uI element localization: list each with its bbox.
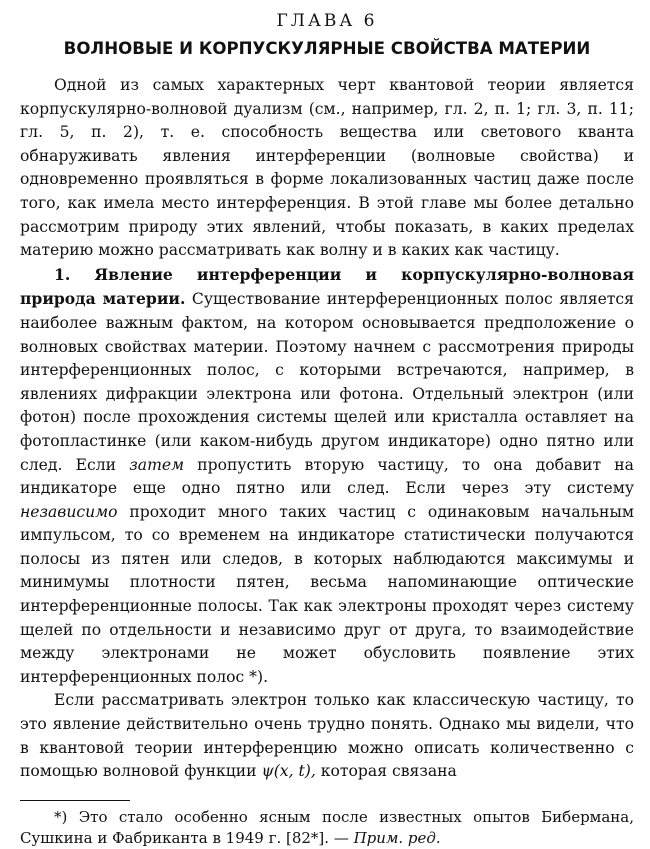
- chapter-label: ГЛАВА 6: [276, 11, 378, 31]
- emphasis-then: затем: [129, 455, 185, 474]
- paragraph-classical: [20, 689, 634, 783]
- text-run: которая связана: [315, 762, 457, 781]
- chapter-title: ВОЛНОВЫЕ И КОРПУСКУЛЯРНЫЕ СВОЙСТВА МАТЕРИИ: [63, 39, 591, 58]
- footnote-text: *) Это стало особенно ясным после известных опытов Бибермана, Сушкина и Фабриканта в 1949 г. [82*]. —: [20, 807, 634, 847]
- footnote-editor-note: Прим. ред.: [353, 828, 441, 847]
- text-run: Существование интерференционных полос является наиболее важным фактом, на котором основывается предположение о волновых свойствах материи. Поэтому начнем с рассмотрения природы интерференционных полос, с которыми встречаются, например, в явлениях дифракции электрона или фотона. Отдельный электрон (или фотон) после прохождения системы щелей или кристалла оставляет на фотопластинке (или каком-нибудь другом индикаторе) одно пятно или след. Если: [20, 290, 635, 474]
- paragraph-intro: Одной из самых характерных черт квантовой теории является корпускулярно-волновой дуализм (см., например, гл. 2, п. 1; гл. 3, п. 11; гл. 5, п. 2), т. е. способность вещества или светового кванта обнаруживать явления интерференции (волновые свойства) и одновременно проявляться в форме локализованных частиц даже после того, как имела место интерференция. В этой главе мы более детально рассмотрим природу этих явлений, чтобы показать, в каких пределах материю можно рассматривать как волну и в каких как частицу.: [20, 76, 634, 260]
- paragraph-section-1: [20, 263, 634, 690]
- text-run: пропустить вторую частицу, то она добавит на индикаторе еще одно пятно или след. Если через эту систему: [20, 455, 634, 498]
- emphasis-independently: независимо: [20, 502, 118, 521]
- text-run: проходит много таких частиц с одинаковым начальным импульсом, то со временем на индикаторе статистически получаются полосы из пятен или следов, в которых наблюдаются максимумы и минимумы плотности пятен, весьма напоминающие оптические интерференционные полосы. Так как электроны проходят через систему щелей по отдельности и независимо друг от друга, то взаимодействие между электронами не может обусловить появление этих интерференционных полос *).: [20, 502, 634, 686]
- text-run: Если рассматривать электрон только как классическую частицу, то это явление действительно очень трудно понять. Однако мы видели, что в квантовой теории интерференцию можно описать количественно с помощью волновой функции: [20, 691, 634, 781]
- footnote-divider: [20, 800, 130, 801]
- footnote: [20, 807, 634, 849]
- body-text: [20, 74, 634, 784]
- math-wavefunction: ψ(x, t),: [261, 762, 316, 781]
- section-heading: 1. Явление интерференции и корпускулярно-волновая природа материи.: [20, 264, 634, 309]
